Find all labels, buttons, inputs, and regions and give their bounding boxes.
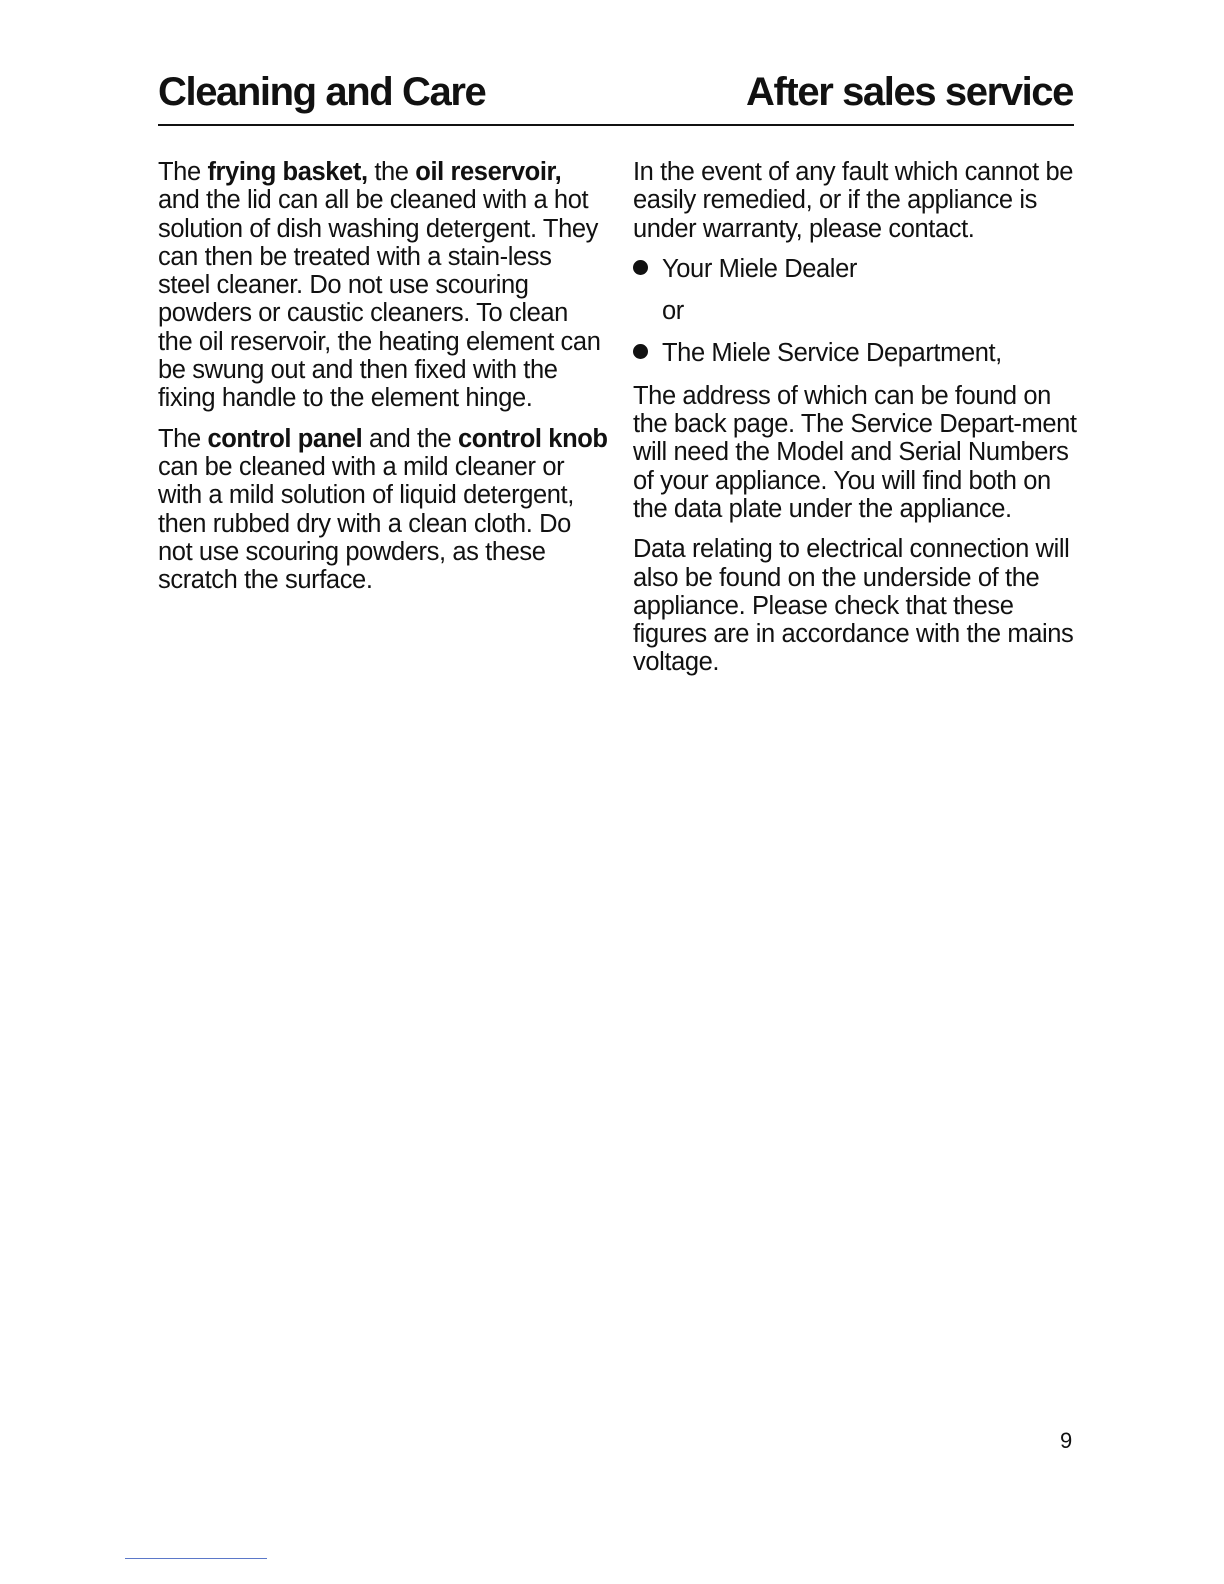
page-number: 9 <box>1060 1428 1073 1453</box>
section-title-cleaning-and-care: Cleaning and Care <box>158 70 486 114</box>
bullet-item-dealer: Your Miele Dealer <box>633 255 1083 283</box>
cleaning-paragraph-2: The control panel and the control knob can be cleaned with a mild cleaner or with a mild solution of liquid detergent, then rubbed dry with a clean cloth. Do not use scouring powders, as these scratch the surface. <box>158 424 608 595</box>
term-control-knob: control knob <box>458 424 608 453</box>
service-address-paragraph: The address of which can be found on the back page. The Service Depart-ment will need the Model and Serial Numbers of your appliance. You will find both on the data plate under the appliance. <box>633 381 1077 523</box>
term-frying-basket: frying basket, <box>207 158 368 186</box>
cleaning-paragraph-1: The frying basket, the oil reservoir, and the lid can all be cleaned with a hot solution of dish washing detergent. They can then be treated with a stain-less steel cleaner. Do not use scouring powders or caustic cleaners. To clean the oil reservoir, the heating element can be swung out and then fixed with the fixing handle to the element hinge. <box>158 158 601 413</box>
header-divider <box>158 124 1074 126</box>
bullet-icon <box>633 344 648 359</box>
footer-line <box>125 1558 267 1559</box>
cleaning-column <box>158 158 608 606</box>
bullet-item-service-department: The Miele Service Department, <box>633 339 1083 367</box>
bullet-connector: or <box>662 297 684 326</box>
section-title-after-sales-service: After sales service <box>746 70 1073 114</box>
service-column <box>633 158 1083 689</box>
service-intro-paragraph: In the event of any fault which cannot be easily remedied, or if the appliance is under warranty, please contact. <box>633 158 1074 243</box>
bullet-icon <box>633 260 648 275</box>
term-control-panel: control panel <box>207 424 363 453</box>
term-oil-reservoir: oil reservoir, <box>415 158 562 186</box>
service-electrical-paragraph: Data relating to electrical connection will also be found on the underside of the appliance. Please check that these figures are in accordance with the mains voltage. <box>633 535 1074 677</box>
